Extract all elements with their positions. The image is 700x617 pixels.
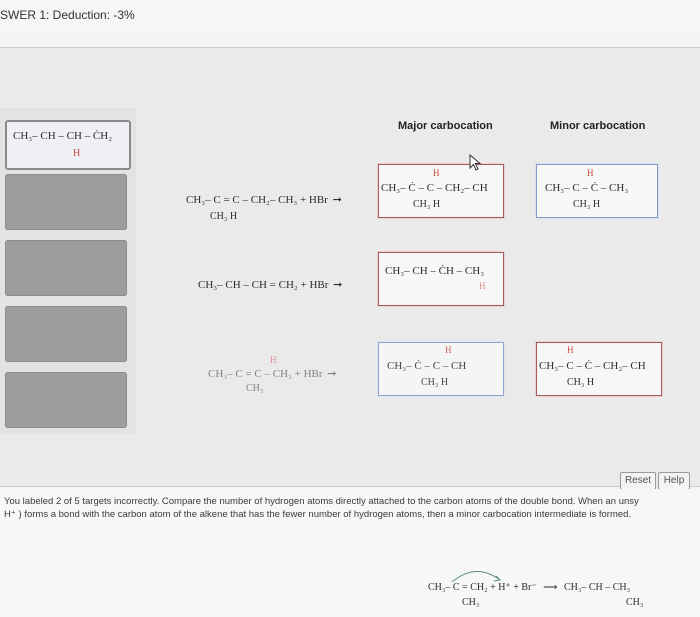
reaction-3 (208, 355, 337, 394)
reaction-2 (198, 278, 342, 291)
minor-carbocation-heading: Minor carbocation (550, 120, 646, 132)
help-button[interactable]: Help (658, 472, 690, 490)
label-chip-empty[interactable] (5, 174, 127, 230)
target-r1-major[interactable] (378, 164, 504, 218)
target-substituents: CH₃ H (413, 199, 441, 210)
target-substituents: CH₃ H (567, 377, 595, 388)
target-hydrogen: H (479, 281, 486, 291)
arrow-icon: ➞ (327, 368, 337, 380)
reaction-1-substituents: CH₃ H (210, 211, 238, 222)
target-hydrogen: H (445, 345, 452, 355)
reaction-1-equation: CH₃– C = C – CH₂– CH₃ + HBr (186, 194, 328, 206)
target-hydrogen: H (433, 168, 440, 178)
reaction-3-substituents: CH₃ (246, 383, 264, 394)
feedback-reaction (428, 582, 644, 608)
arrow-icon: ➞ (332, 194, 342, 206)
target-r1-minor[interactable] (536, 164, 658, 218)
target-substituents: CH₃ H (573, 199, 601, 210)
reaction-3-equation: CH₃– C = C – CH₃ + HBr (208, 368, 323, 380)
label-palette (0, 108, 136, 433)
label-chip-carbocation[interactable] (5, 120, 131, 170)
label-chip-hydrogen: H (73, 148, 81, 159)
title-bar (0, 0, 700, 30)
target-r3-minor[interactable] (536, 342, 662, 396)
reset-button[interactable]: Reset (620, 472, 656, 490)
label-chip-formula: CH₃– CH – CH – ĊH₂ (13, 130, 113, 142)
target-r3-major[interactable] (378, 342, 504, 396)
feedback-line-2: H⁺ ) forms a bond with the carbon atom of the alkene that has the fewer number of hydrogen atoms, then a minor carbocation intermediate is formed. (4, 509, 632, 520)
target-formula: CH₃– C – Ċ – CH₂– CH (539, 360, 646, 372)
cursor-arrow-icon (468, 154, 486, 172)
feedback-panel (0, 489, 700, 617)
major-carbocation-heading: Major carbocation (398, 120, 493, 132)
reaction-2-equation: CH₃– CH – CH = CH₂ + HBr (198, 279, 329, 291)
target-formula: CH₃– C – Ċ – CH₃ (545, 182, 629, 194)
target-formula: CH₃– Ċ – C – CH (387, 360, 467, 372)
labeling-workspace (0, 47, 700, 487)
feedback-product: CH₃– CH – CH₃ (563, 582, 631, 593)
reaction-3-hydrogen: H (270, 355, 277, 365)
target-r2-major[interactable] (378, 252, 504, 306)
arrow-icon: ➞ (333, 279, 343, 291)
reaction-1 (186, 193, 342, 222)
label-chip-empty[interactable] (5, 306, 127, 362)
label-chip-empty[interactable] (5, 240, 127, 296)
answer-title: SWER 1: Deduction: -3% (0, 8, 135, 22)
feedback-product-substituent: CH₃ (626, 597, 644, 608)
feedback-text (4, 495, 698, 521)
feedback-line-1: You labeled 2 of 5 targets incorrectly. Compare the number of hydrogen atoms directly attached to the carbon atoms of the double bond. When an unsy (4, 496, 639, 507)
feedback-reactant-substituent: CH₃ (462, 597, 480, 608)
target-hydrogen: H (567, 345, 574, 355)
target-substituents: CH₃ H (421, 377, 449, 388)
feedback-reactants: CH₃– C = CH₂ + H⁺ + Br⁻ (428, 582, 537, 593)
target-formula: CH₃– Ċ – C – CH₂– CH (381, 182, 488, 194)
target-formula: CH₃– CH – ĊH – CH₃ (385, 265, 485, 277)
label-chip-empty[interactable] (5, 372, 127, 428)
curved-arrow-icon (450, 568, 502, 584)
arrow-icon: ⟶ (543, 582, 558, 593)
target-hydrogen: H (587, 168, 594, 178)
